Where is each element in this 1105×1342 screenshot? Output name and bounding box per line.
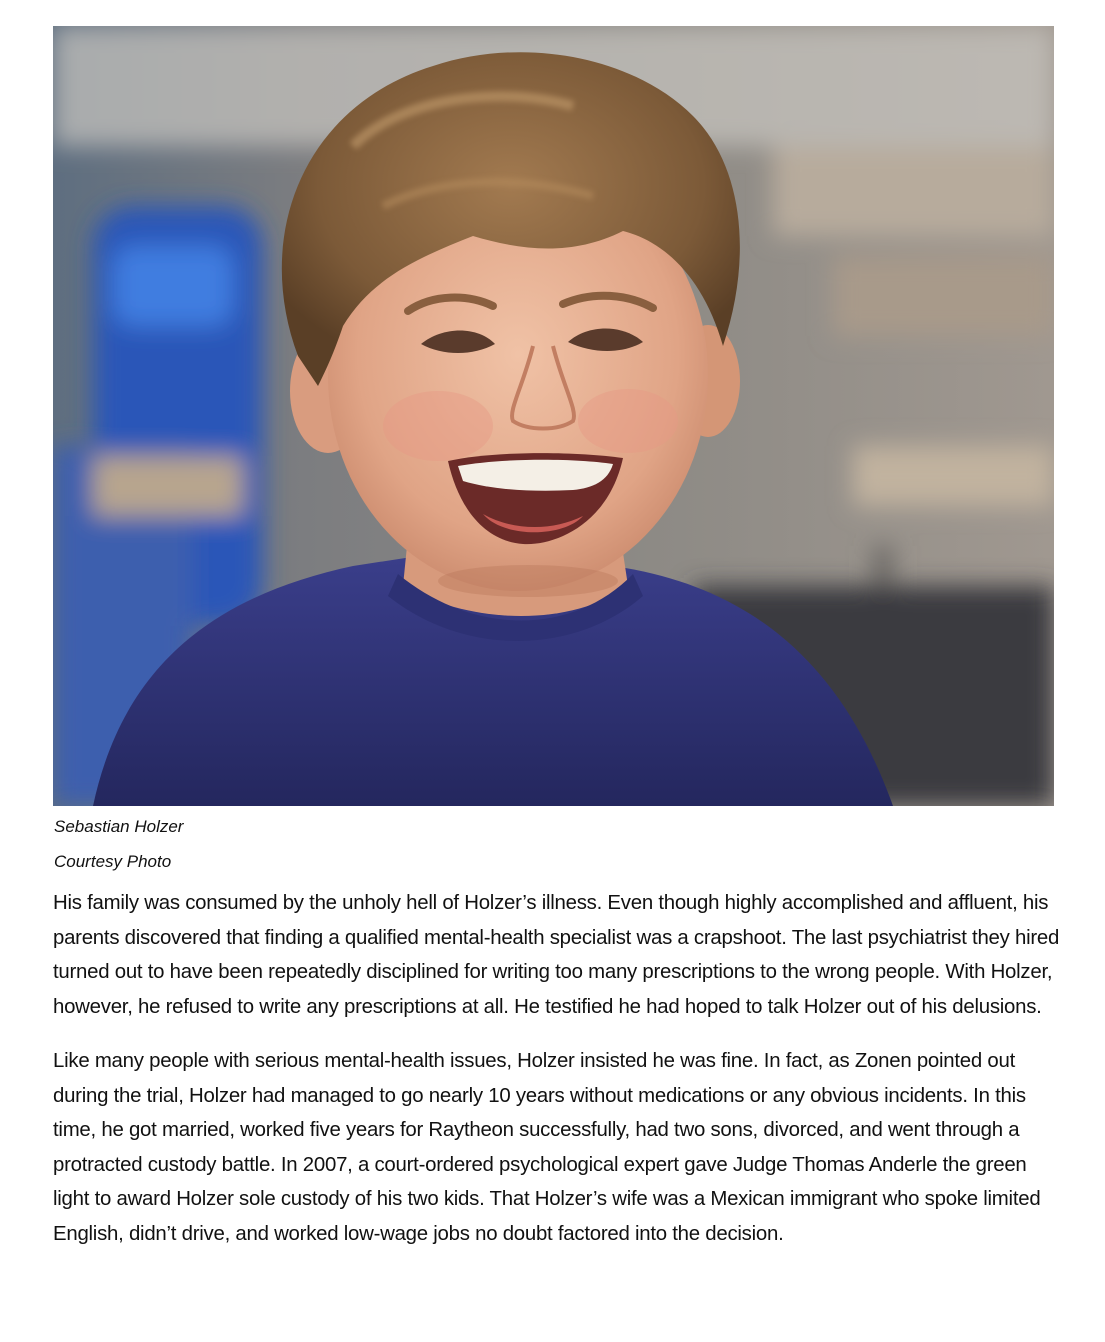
portrait-photo xyxy=(53,26,1054,806)
article-paragraph: Like many people with serious mental-health issues, Holzer insisted he was fine. In fact, as Zonen pointed out during the trial, Holzer had managed to go nearly 10 years without medications or any obvious incidents. In this time, he got married, worked five years for Raytheon successfully, had two sons, divorced, and went through a protracted custody battle. In 2007, a court-ordered psychological expert gave Judge Thomas Anderle the green light to award Holzer sole custody of his two kids. That Holzer’s wife was a Mexican immigrant who spoke limited English, didn’t drive, and worked low-wage jobs no doubt factored into the decision. xyxy=(53,1050,1041,1245)
photo-caption-credit: Courtesy Photo xyxy=(54,852,172,871)
article-body xyxy=(53,886,1063,1271)
photo-caption-name: Sebastian Holzer xyxy=(54,817,184,836)
article-paragraph: His family was consumed by the unholy hell of Holzer’s illness. Even though highly accomplished and affluent, his parents discovered that finding a qualified mental-health specialist was a crapshoot. The last psychiatrist they hired turned out to have been repeatedly disciplined for writing too many prescriptions to the wrong people. With Holzer, however, he refused to write any prescriptions at all. He testified he had hoped to talk Holzer out of his delusions. xyxy=(53,892,1060,1018)
